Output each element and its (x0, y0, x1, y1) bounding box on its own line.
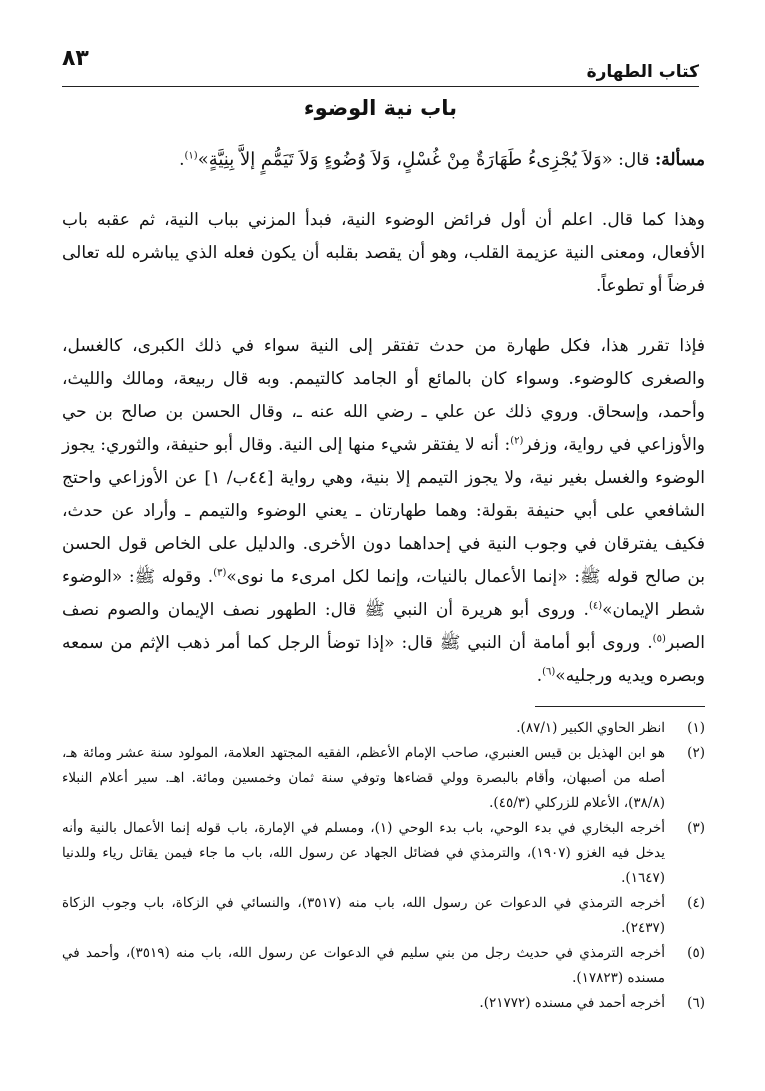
masala-intro: قال: (618, 150, 650, 170)
header-divider (62, 86, 699, 87)
footnote-text: هو ابن الهذيل بن قيس العنبري، صاحب الإمام الأعظم، الفقيه المجتهد العلامة، المولود سنة عشر ومائة هـ، أصله من أصبهان، وأقام بالبصرة وولي قضاءها وتوفي سنة ثمان وخمسين ومائة. اهـ. سير أعلام النبلاء (٣٨/٨)، الأعلام للزركلي (٤٥/٣). (62, 745, 665, 811)
footnote-number: (٢) (687, 745, 705, 761)
paragraph-text: . وروى أبو أمامة أن النبي ﷺ قال: «إذا توضأ الرجل كما أمر ذهب الإثم من سمعه وبصره ويديه ورجليه» (62, 633, 705, 686)
footnote (62, 991, 705, 1016)
footnote-ref: (٤) (588, 600, 603, 612)
paragraph-text: . وقوله ﷺ: «الوضوء شطر الإيمان» (62, 567, 705, 620)
paragraph-main (62, 330, 705, 693)
running-title: كتاب الطهارة (586, 62, 699, 82)
footnote-ref: (٥) (652, 633, 666, 645)
footnotes (62, 716, 705, 1016)
footnote-divider (535, 706, 705, 707)
masala-end: . (179, 150, 185, 170)
page-header (62, 46, 699, 86)
paragraph-text: : أنه لا يفتقر شيء منها إلى النية. وقال أبو حنيفة، والثوري: يجوز الوضوء والغسل بغير نية، ولا يجوز التيمم إلا بنية، وهي رواية [٤٤ب/ ١] عن الأوزاعي واحتج الشافعي على أبي حنيفة بقولة: وهما طهارتان ـ يعني الوضوء والتيمم ـ وأراد عن حدث، فكيف يفترقان في وجوب النية في إحداهما دون الأخرى. والدليل على الخاص قول الحسن بن صالح قوله ﷺ: «إنما الأعمال بالنيات، وإنما لكل امرىء ما نوى» (62, 435, 705, 587)
paragraph-text: . (536, 666, 543, 686)
footnote-text: أخرجه الترمذي في حديث رجل من بني سليم في الدعوات عن رسول الله، باب منه (٣٥١٩)، وأحمد في مسنده (١٧٨٢٣). (62, 945, 666, 986)
chapter-title: باب نية الوضوء (303, 96, 458, 120)
paragraph-text: . وروى أبو هريرة أن النبي ﷺ قال: الطهور نصف الإيمان والصوم نصف الصبر (62, 600, 705, 653)
footnote-ref: (٣) (213, 567, 227, 579)
footnote-text: أخرجه البخاري في بدء الوحي، باب بدء الوحي (١)، ومسلم في الإمارة، باب قوله إنما الأعمال بالنية وأنه يدخل فيه الغزو (١٩٠٧)، والترمذي في فضائل الجهاد عن رسول الله، باب ما جاء فيمن يقاتل رياء وللدنيا (١٦٤٧). (62, 820, 665, 886)
footnote-number: (٥) (687, 945, 705, 961)
footnote-number: (٦) (687, 995, 705, 1011)
footnote-ref: (٦) (542, 666, 556, 678)
footnote-number: (٤) (687, 895, 705, 911)
footnote (62, 941, 705, 991)
footnote-ref: (٢) (510, 435, 524, 447)
footnote-number: (٣) (687, 820, 705, 836)
footnote (62, 891, 705, 941)
footnote-number: (١) (687, 720, 705, 736)
footnote (62, 741, 705, 816)
footnote-text: انظر الحاوي الكبير (٨٧/١). (516, 720, 665, 736)
masala-label: مسألة: (654, 150, 705, 170)
footnote-ref: (١) (184, 150, 198, 162)
footnote (62, 816, 705, 891)
page-number: ٨٣ (62, 46, 89, 71)
footnote (62, 716, 705, 741)
masala-statement (62, 146, 705, 174)
paragraph-text: فإذا تقرر هذا، فكل طهارة من حدث تفتقر إلى النية سواء في ذلك الكبرى، كالغسل، والصغرى كالوضوء. وسواء كان بالمائع أو الجامد كالتيمم. وبه قال ربيعة، ومالك والليث، وأحمد، وإسحاق. وروي ذلك عن علي ـ رضي الله عنه ـ، وقال الحسن بن صالح بن حي والأوزاعي في رواية، وزفر (62, 336, 705, 455)
footnote-text: أخرجه أحمد في مسنده (٢١٧٧٢). (479, 995, 665, 1011)
paragraph-intro: وهذا كما قال. اعلم أن أول فرائض الوضوء النية، فبدأ المزني بباب النية، ثم عقبه باب الأفعال، ومعنى النية عزيمة القلب، وهو أن يقصد بقلبه أن يكون فعله الذي يباشره لله تعالى فرضاً أو تطوعاً. (62, 210, 705, 296)
footnote-text: أخرجه الترمذي في الدعوات عن رسول الله، باب منه (٣٥١٧)، والنسائي في الزكاة، باب وجوب الزكاة (٢٤٣٧). (62, 895, 665, 936)
masala-quote: «وَلاَ يُجْزِىءُ طَهَارَةٌ مِنْ غُسْلٍ، وَلاَ وُضُوءٍ وَلاَ تَيَمُّمٍ إلاَّ بِنِيَّةٍ» (197, 149, 613, 170)
